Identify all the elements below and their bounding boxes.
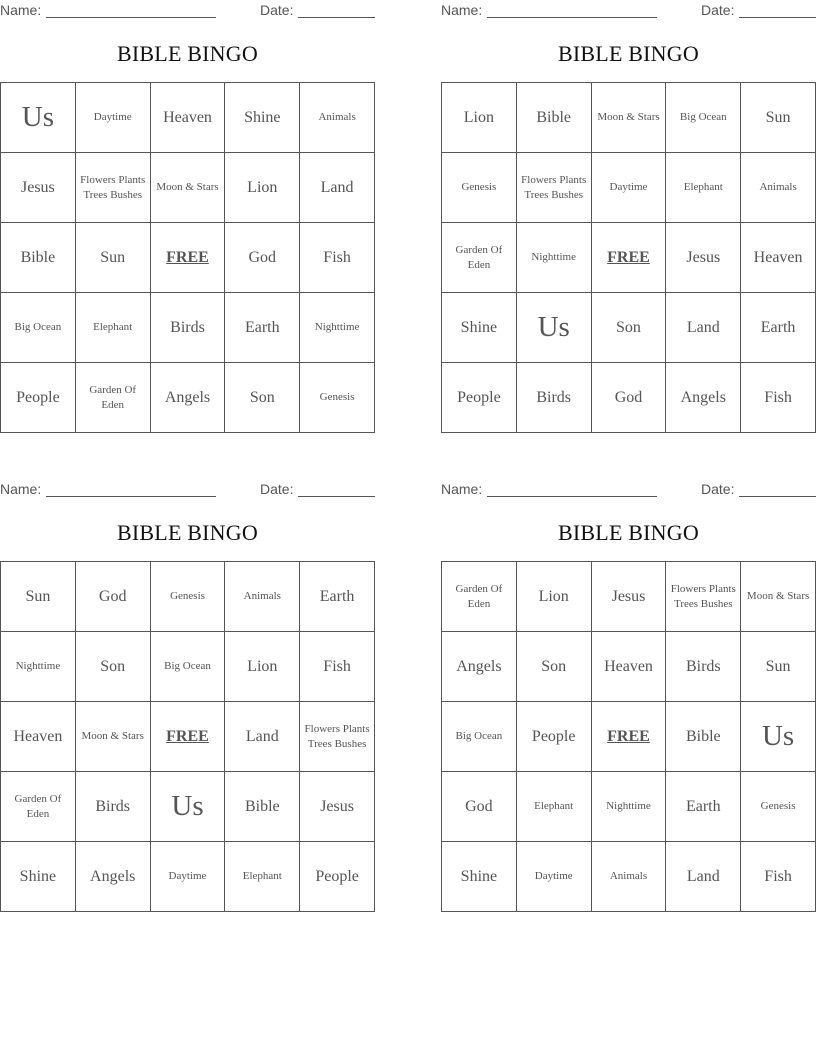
bingo-cell[interactable]: Daytime bbox=[517, 842, 592, 912]
bingo-cell[interactable]: Lion bbox=[225, 153, 300, 223]
bingo-cell[interactable]: Daytime bbox=[151, 842, 226, 912]
bingo-cell[interactable]: Fish bbox=[300, 632, 375, 702]
bingo-cell[interactable]: Shine bbox=[442, 842, 517, 912]
bingo-cell[interactable]: Jesus bbox=[300, 772, 375, 842]
bingo-cell[interactable]: Heaven bbox=[151, 83, 226, 153]
bingo-cell[interactable]: Angels bbox=[442, 632, 517, 702]
bingo-cell[interactable]: Shine bbox=[1, 842, 76, 912]
bingo-cell[interactable]: Flowers Plants Trees Bushes bbox=[517, 153, 592, 223]
bingo-cell[interactable]: Elephant bbox=[666, 153, 741, 223]
bingo-cell[interactable]: Sun bbox=[1, 562, 76, 632]
date-field[interactable] bbox=[298, 17, 375, 18]
bingo-cell[interactable]: Us bbox=[1, 83, 76, 153]
bingo-cell[interactable]: Elephant bbox=[517, 772, 592, 842]
bingo-grid bbox=[441, 561, 816, 912]
name-field[interactable] bbox=[46, 496, 216, 497]
bingo-card bbox=[441, 0, 816, 406]
bingo-cell[interactable]: Angels bbox=[76, 842, 151, 912]
card-title: BIBLE BINGO bbox=[558, 520, 699, 545]
bingo-cell[interactable]: Elephant bbox=[225, 842, 300, 912]
bingo-cell[interactable]: Lion bbox=[442, 83, 517, 153]
card-title: BIBLE BINGO bbox=[117, 41, 258, 66]
date-label: Date: bbox=[701, 481, 735, 497]
bingo-cell[interactable]: Animals bbox=[225, 562, 300, 632]
name-field[interactable] bbox=[487, 496, 657, 497]
bingo-cell[interactable]: Garden Of Eden bbox=[76, 363, 151, 433]
bingo-cell[interactable]: Lion bbox=[517, 562, 592, 632]
bingo-cell[interactable]: Birds bbox=[517, 363, 592, 433]
bingo-cell[interactable]: Land bbox=[225, 702, 300, 772]
name-field[interactable] bbox=[46, 17, 216, 18]
bingo-cell[interactable]: Moon & Stars bbox=[76, 702, 151, 772]
card-header bbox=[0, 479, 375, 501]
bingo-cell[interactable]: Birds bbox=[76, 772, 151, 842]
bingo-cell[interactable]: Garden Of Eden bbox=[442, 223, 517, 293]
card-header bbox=[0, 0, 375, 22]
name-label: Name: bbox=[0, 481, 42, 497]
bingo-card bbox=[0, 0, 375, 411]
bingo-cell[interactable]: God bbox=[76, 562, 151, 632]
bingo-cell[interactable]: Moon & Stars bbox=[151, 153, 226, 223]
bingo-cell[interactable]: Angels bbox=[151, 363, 226, 433]
bingo-cell[interactable]: Bible bbox=[666, 702, 741, 772]
bingo-cell[interactable]: Flowers Plants Trees Bushes bbox=[666, 562, 741, 632]
bingo-cell[interactable]: Birds bbox=[151, 293, 226, 363]
bingo-cell[interactable]: Nighttime bbox=[592, 772, 667, 842]
bingo-cell[interactable]: Genesis bbox=[442, 153, 517, 223]
bingo-cell[interactable]: Jesus bbox=[1, 153, 76, 223]
bingo-cell[interactable]: Genesis bbox=[151, 562, 226, 632]
bingo-cell[interactable]: Us bbox=[517, 293, 592, 363]
bingo-cell[interactable]: People bbox=[1, 363, 76, 433]
bingo-cell[interactable]: Lion bbox=[225, 632, 300, 702]
bingo-cell[interactable]: Sun bbox=[76, 223, 151, 293]
bingo-cell[interactable]: Animals bbox=[300, 83, 375, 153]
bingo-cell[interactable]: Genesis bbox=[300, 363, 375, 433]
bingo-cell[interactable]: Land bbox=[666, 842, 741, 912]
bingo-cell[interactable]: Big Ocean bbox=[666, 83, 741, 153]
bingo-cell[interactable]: God bbox=[225, 223, 300, 293]
bingo-cell[interactable]: Daytime bbox=[592, 153, 667, 223]
bingo-card bbox=[0, 479, 375, 885]
bingo-cell[interactable]: Son bbox=[517, 632, 592, 702]
bingo-cell[interactable]: Nighttime bbox=[1, 632, 76, 702]
bingo-cell[interactable]: Earth bbox=[225, 293, 300, 363]
bingo-cell[interactable]: Earth bbox=[300, 562, 375, 632]
bingo-cell[interactable]: Us bbox=[151, 772, 226, 842]
bingo-cell[interactable]: Big Ocean bbox=[442, 702, 517, 772]
bingo-cell[interactable]: Heaven bbox=[1, 702, 76, 772]
bingo-cell[interactable]: Flowers Plants Trees Bushes bbox=[300, 702, 375, 772]
bingo-cell[interactable]: God bbox=[592, 363, 667, 433]
bingo-cell[interactable]: Jesus bbox=[592, 562, 667, 632]
date-field[interactable] bbox=[298, 496, 375, 497]
bingo-cell[interactable]: Jesus bbox=[666, 223, 741, 293]
bingo-cell[interactable]: Elephant bbox=[76, 293, 151, 363]
date-field[interactable] bbox=[739, 17, 816, 18]
bingo-cell[interactable]: Earth bbox=[741, 293, 816, 363]
bingo-cell[interactable]: Shine bbox=[442, 293, 517, 363]
bingo-cell[interactable]: Animals bbox=[592, 842, 667, 912]
bingo-cell[interactable]: Moon & Stars bbox=[741, 562, 816, 632]
bingo-grid bbox=[0, 561, 375, 912]
bingo-cell[interactable]: Animals bbox=[741, 153, 816, 223]
free-cell[interactable]: FREE bbox=[151, 702, 226, 772]
bingo-cell[interactable]: Heaven bbox=[741, 223, 816, 293]
card-title: BIBLE BINGO bbox=[117, 520, 258, 545]
free-cell[interactable]: FREE bbox=[592, 223, 667, 293]
bingo-cell[interactable]: People bbox=[442, 363, 517, 433]
name-field[interactable] bbox=[487, 17, 657, 18]
date-field[interactable] bbox=[739, 496, 816, 497]
name-label: Name: bbox=[0, 2, 42, 18]
bingo-cell[interactable]: Sun bbox=[741, 632, 816, 702]
bingo-cell[interactable]: Bible bbox=[1, 223, 76, 293]
bingo-cell[interactable]: Angels bbox=[666, 363, 741, 433]
bingo-cell[interactable]: Shine bbox=[225, 83, 300, 153]
name-label: Name: bbox=[441, 481, 483, 497]
bingo-cell[interactable]: Daytime bbox=[76, 83, 151, 153]
bingo-cell[interactable]: Garden Of Eden bbox=[442, 562, 517, 632]
date-label: Date: bbox=[260, 2, 294, 18]
date-label: Date: bbox=[701, 2, 735, 18]
bingo-cell[interactable]: Nighttime bbox=[517, 223, 592, 293]
bingo-cell[interactable]: Earth bbox=[666, 772, 741, 842]
bingo-cell[interactable]: Birds bbox=[666, 632, 741, 702]
bingo-grid bbox=[0, 82, 375, 433]
free-cell[interactable]: FREE bbox=[151, 223, 226, 293]
bingo-grid bbox=[441, 82, 816, 433]
bingo-cell[interactable]: Bible bbox=[225, 772, 300, 842]
bingo-cell[interactable]: Fish bbox=[300, 223, 375, 293]
bingo-cell[interactable]: People bbox=[517, 702, 592, 772]
bingo-cell[interactable]: Land bbox=[300, 153, 375, 223]
bingo-cell[interactable]: Heaven bbox=[592, 632, 667, 702]
name-label: Name: bbox=[441, 2, 483, 18]
bingo-cell[interactable]: Big Ocean bbox=[1, 293, 76, 363]
bingo-cell[interactable]: Big Ocean bbox=[151, 632, 226, 702]
date-label: Date: bbox=[260, 481, 294, 497]
bingo-cell[interactable]: Land bbox=[666, 293, 741, 363]
bingo-cell[interactable]: Flowers Plants Trees Bushes bbox=[76, 153, 151, 223]
bingo-cell[interactable]: Son bbox=[592, 293, 667, 363]
bingo-cell[interactable]: Son bbox=[225, 363, 300, 433]
bingo-cell[interactable]: God bbox=[442, 772, 517, 842]
bingo-cell[interactable]: Bible bbox=[517, 83, 592, 153]
bingo-cell[interactable]: Garden Of Eden bbox=[1, 772, 76, 842]
bingo-card bbox=[441, 479, 816, 885]
free-cell[interactable]: FREE bbox=[592, 702, 667, 772]
card-title: BIBLE BINGO bbox=[558, 41, 699, 66]
bingo-cell[interactable]: Nighttime bbox=[300, 293, 375, 363]
card-header bbox=[441, 479, 816, 501]
bingo-cell[interactable]: Sun bbox=[741, 83, 816, 153]
card-header bbox=[441, 0, 816, 22]
bingo-cell[interactable]: Fish bbox=[741, 842, 816, 912]
bingo-cell[interactable]: Us bbox=[741, 702, 816, 772]
bingo-cell[interactable]: People bbox=[300, 842, 375, 912]
bingo-cell[interactable]: Moon & Stars bbox=[592, 83, 667, 153]
bingo-cell[interactable]: Genesis bbox=[741, 772, 816, 842]
bingo-cell[interactable]: Fish bbox=[741, 363, 816, 433]
bingo-cell[interactable]: Son bbox=[76, 632, 151, 702]
